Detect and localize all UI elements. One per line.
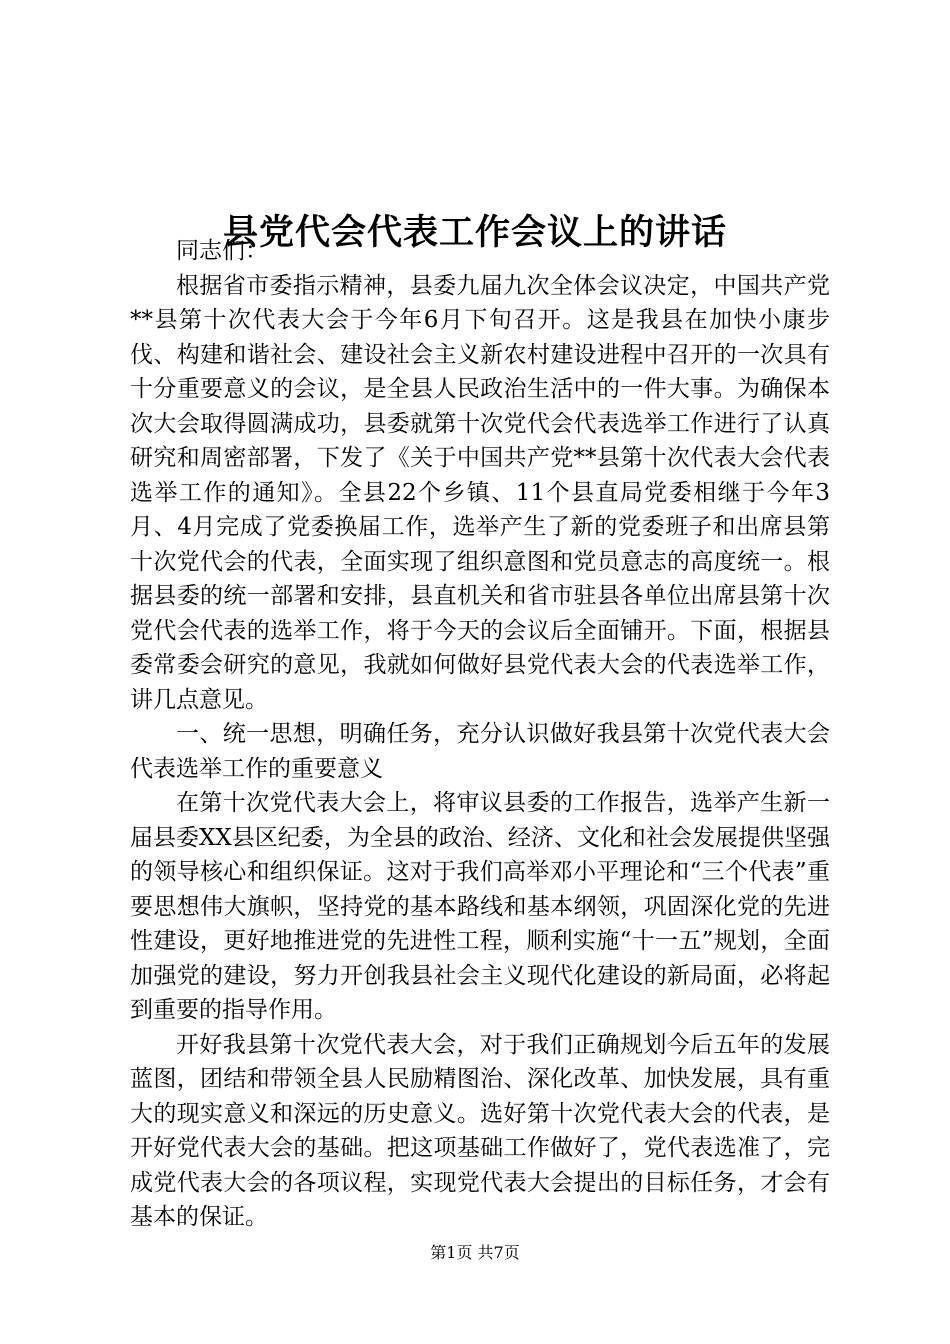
salutation-paragraph: 同志们： xyxy=(176,238,268,264)
page-number-footer: 第1页 共7页 xyxy=(430,1243,520,1262)
body-paragraph: 在第十次党代表大会上，将审议县委的工作报告，选举产生新一届县委XX县区纪委，为全县的政治、经济、文化和社会发展提供坚强的领导核心和组织保证。这对于我们高举邓小平理论和“三个代表”重要思想伟大旗帜，坚持党的基本路线和基本纲领，巩固深化党的先进性建设，更好地推进党的先进性工程，顺利实施“十一五”规划，全面加强党的建设，努力开创我县社会主义现代化建设的新局面，必将起到重要的指导作用。 xyxy=(130,790,830,1023)
document-title: 县党代会代表工作会议上的讲话 xyxy=(222,212,727,254)
body-paragraph: 根据省市委指示精神，县委九届九次全体会议决定，中国共产党**县第十次代表大会于今年6月下旬召开。这是我县在加快小康步伐、构建和谐社会、建设社会主义新农村建设进程中召开的一次具有十分重要意义的会议，是全县人民政治生活中的一件大事。为确保本次大会取得圆满成功，县委就第十次党代会代表选举工作进行了认真研究和周密部署，下发了《关于中国共产党**县第十次代表大会代表选举工作的通知》。全县22个乡镇、11个县直局党委相继于今年3月、4月完成了党委换届工作，选举产生了新的党委班子和出席县第十次党代会的代表，全面实现了组织意图和党员意志的高度统一。根据县委的统一部署和安排，县直机关和省市驻县各单位出席县第十次党代会代表的选举工作，将于今天的会议后全面铺开。下面，根据县委常委会研究的意见，我就如何做好县党代表大会的代表选举工作，讲几点意见。 xyxy=(130,272,830,713)
body-paragraph: 开好我县第十次党代表大会，对于我们正确规划今后五年的发展蓝图，团结和带领全县人民励精图治、深化改革、加快发展，具有重大的现实意义和深远的历史意义。选好第十次党代表大会的代表，是开好党代表大会的基础。把这项基础工作做好了，党代表选准了，完成党代表大会的各项议程，实现党代表大会提出的目标任务，才会有基本的保证。 xyxy=(130,1031,830,1230)
section-heading: 一、统一思想，明确任务，充分认识做好我县第十次党代表大会代表选举工作的重要意义 xyxy=(130,721,830,782)
document-body xyxy=(130,234,830,1235)
